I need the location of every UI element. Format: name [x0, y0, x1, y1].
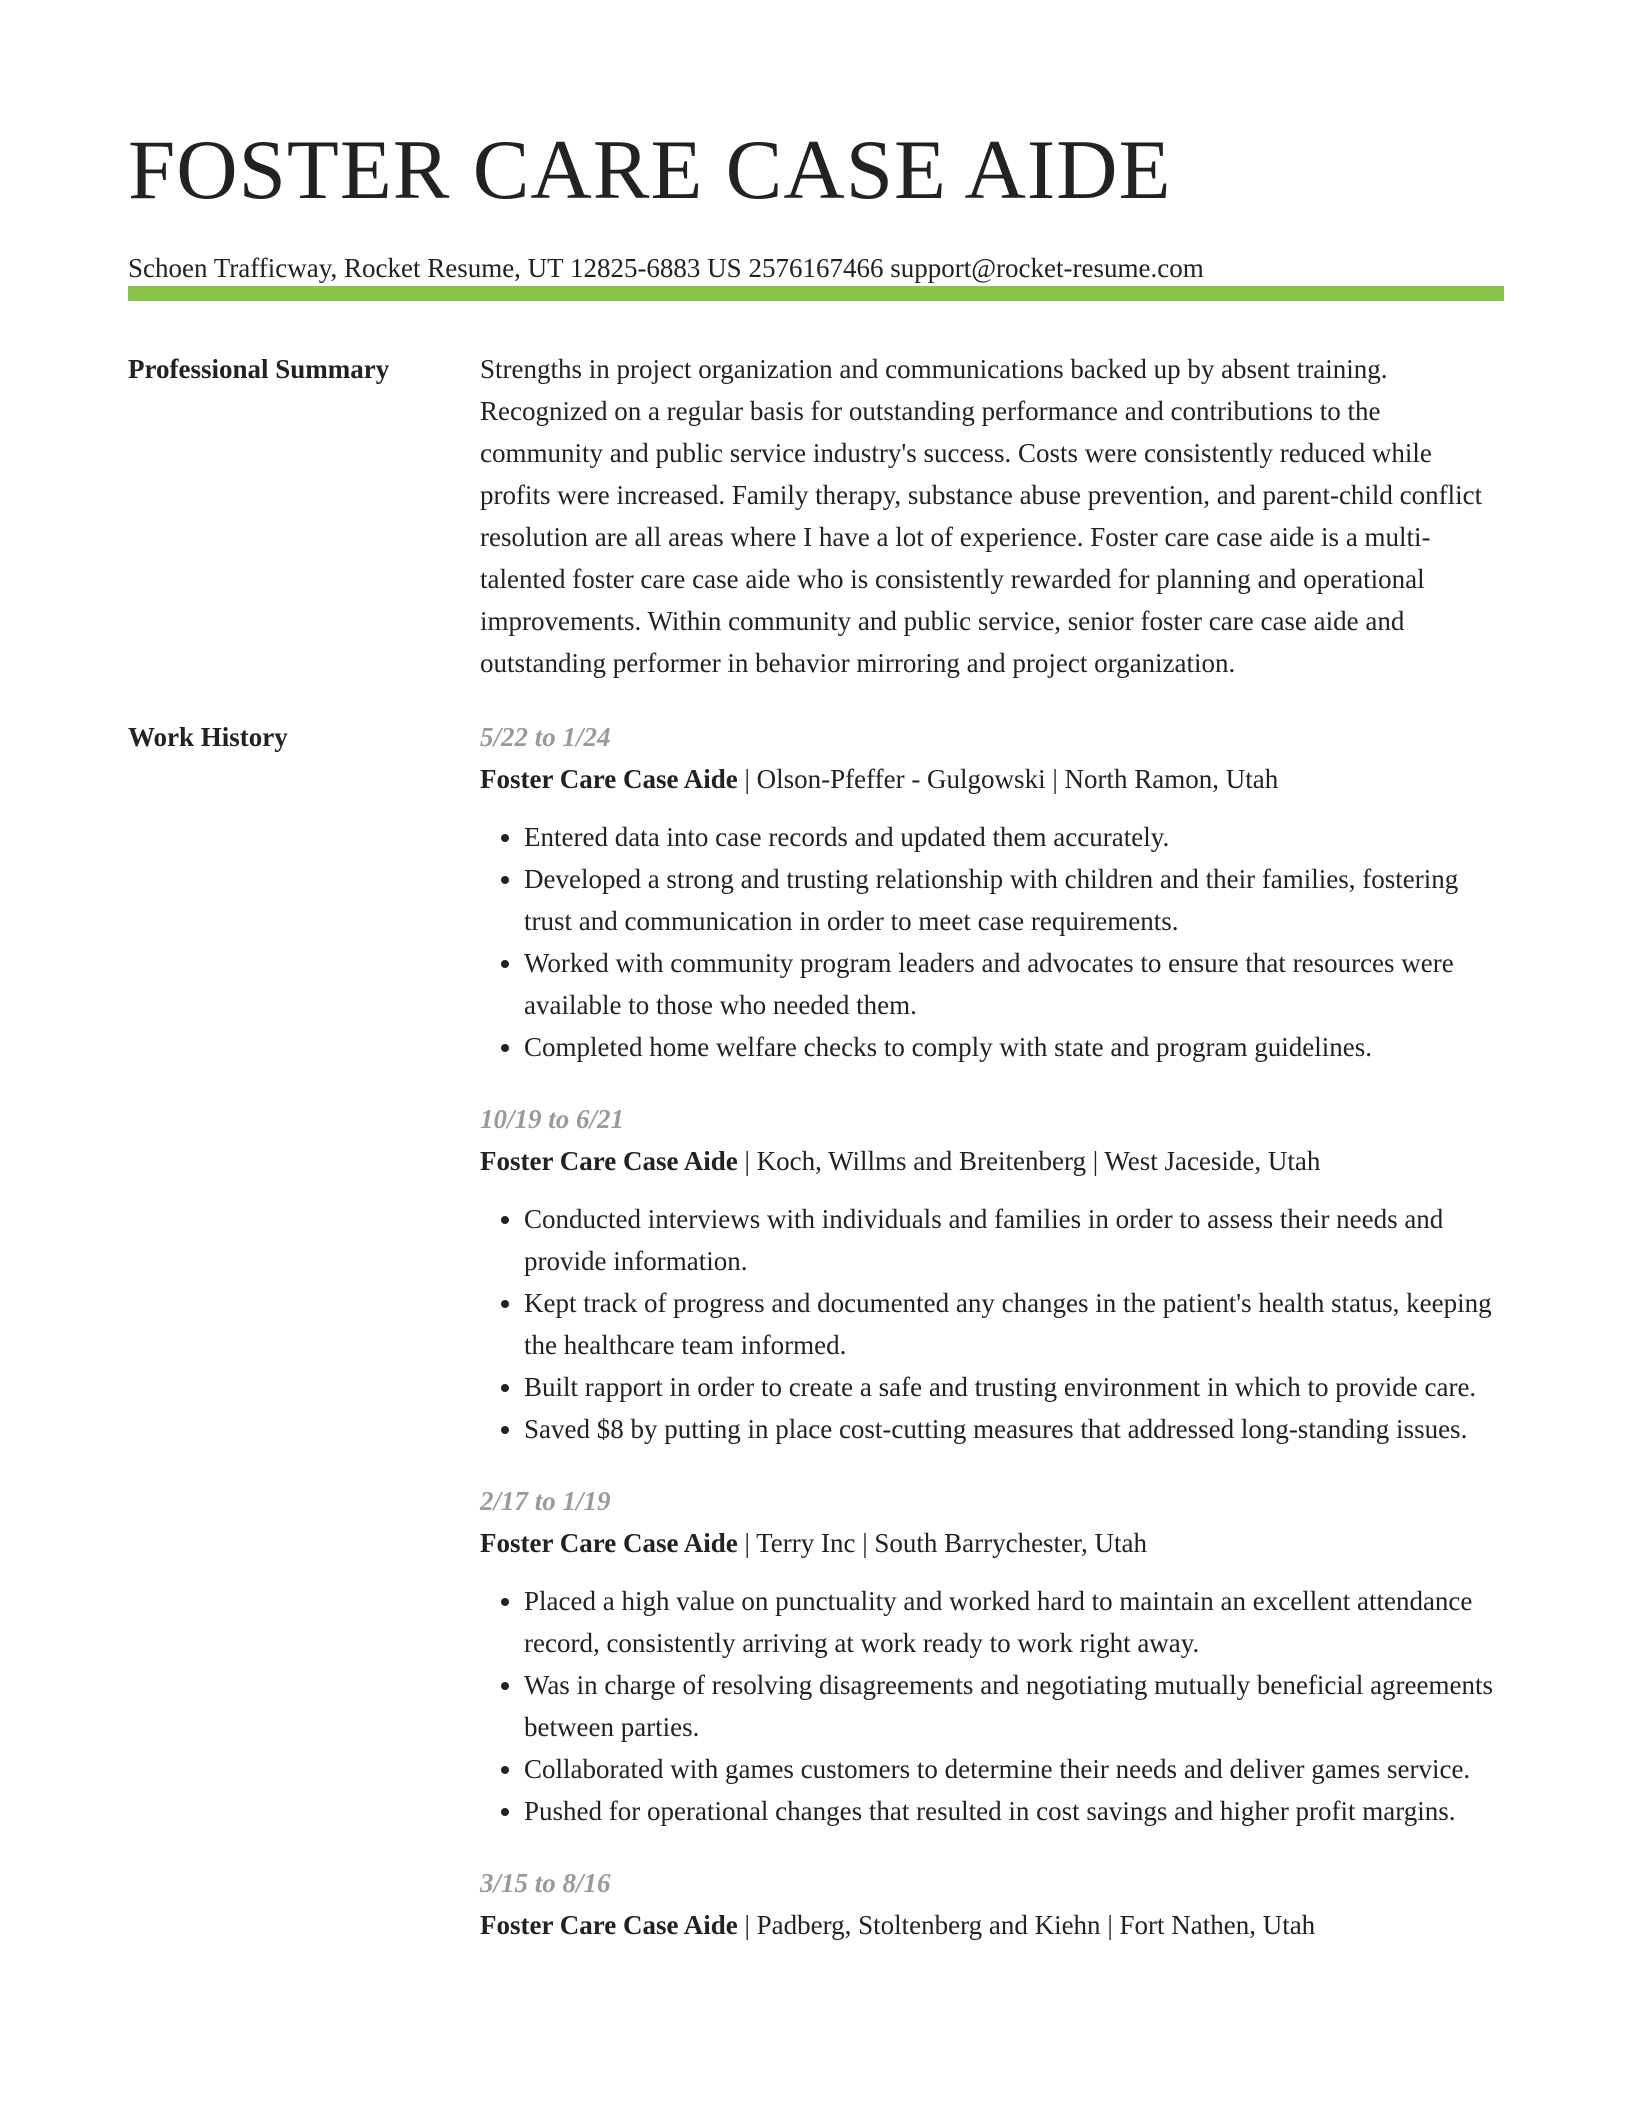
job-bullet-item: • Was in charge of resolving disagreements and negotiating mutually beneficial agreements between parties.	[524, 1664, 1504, 1748]
job-company: Olson-Pfeffer - Gulgowski	[756, 764, 1046, 794]
job-bullet-item: • Entered data into case records and updated them accurately.	[524, 816, 1504, 858]
accent-divider	[128, 286, 1504, 301]
separator: |	[1045, 764, 1065, 794]
job-title: Foster Care Case Aide	[480, 1146, 738, 1176]
job-company: Koch, Willms and Breitenberg	[756, 1146, 1086, 1176]
job-dates: 5/22 to 1/24	[480, 722, 611, 752]
job-location: Fort Nathen, Utah	[1119, 1910, 1316, 1940]
separator: |	[855, 1528, 875, 1558]
summary-heading: Professional Summary	[128, 354, 390, 384]
contact-line: Schoen Trafficway, Rocket Resume, UT 12825-6883 US 2576167466 support@rocket-resume.com	[128, 253, 1204, 283]
job-bullet-item: • Completed home welfare checks to comply with state and program guidelines.	[524, 1026, 1504, 1068]
job-bullet-item: • Developed a strong and trusting relationship with children and their families, fostering trust and communication in order to meet case requirements.	[524, 858, 1504, 942]
work-history-heading: Work History	[128, 722, 288, 752]
job-title: Foster Care Case Aide	[480, 1528, 738, 1558]
resume-header	[128, 120, 1504, 288]
job-location: West Jaceside, Utah	[1104, 1146, 1321, 1176]
separator: |	[1100, 1910, 1120, 1940]
job-heading-line	[480, 758, 1504, 800]
job-dates: 3/15 to 8/16	[480, 1868, 611, 1898]
separator: |	[1085, 1146, 1105, 1176]
summary-body	[480, 348, 1504, 684]
job-heading-line	[480, 1522, 1504, 1564]
summary-text: Strengths in project organization and communications backed up by absent training. Recognized on a regular basis for outstanding performance and contributions to the community and public service industry's success. Costs were consistently reduced while profits were increased. Family therapy, substance abuse prevention, and parent-child conflict resolution are all areas where I have a lot of experience. Foster care case aide is a multi-talented foster care case aide who is consistently rewarded for planning and operational improvements. Within community and public service, senior foster care case aide and outstanding performer in behavior mirroring and project organization.	[480, 354, 1483, 678]
job-bullet-item: • Pushed for operational changes that resulted in cost savings and higher profit margins.	[524, 1790, 1504, 1832]
job-entry	[480, 716, 1504, 1068]
job-entry	[480, 1862, 1504, 1946]
job-title: Foster Care Case Aide	[480, 764, 738, 794]
separator: |	[737, 1146, 757, 1176]
separator: |	[737, 1910, 757, 1940]
job-company: Padberg, Stoltenberg and Kiehn	[756, 1910, 1101, 1940]
separator: |	[737, 1528, 757, 1558]
job-bullet-item: • Worked with community program leaders and advocates to ensure that resources were available to those who needed them.	[524, 942, 1504, 1026]
job-bullet-list	[480, 1198, 1504, 1450]
job-entry	[480, 1098, 1504, 1450]
separator: |	[737, 764, 757, 794]
job-title: Foster Care Case Aide	[480, 1910, 738, 1940]
job-bullet-item: • Saved $8 by putting in place cost-cutting measures that addressed long-standing issues.	[524, 1408, 1504, 1450]
job-heading-line	[480, 1140, 1504, 1182]
job-bullet-item: • Built rapport in order to create a safe and trusting environment in which to provide care.	[524, 1366, 1504, 1408]
work-history-list	[480, 716, 1504, 1976]
job-bullet-list	[480, 816, 1504, 1068]
job-location: South Barrychester, Utah	[874, 1528, 1147, 1558]
job-location: North Ramon, Utah	[1064, 764, 1279, 794]
job-dates: 10/19 to 6/21	[480, 1104, 625, 1134]
job-bullet-item: • Placed a high value on punctuality and worked hard to maintain an excellent attendance record, consistently arriving at work ready to work right away.	[524, 1580, 1504, 1664]
job-heading-line	[480, 1904, 1504, 1946]
job-dates: 2/17 to 1/19	[480, 1486, 611, 1516]
job-bullet-item: • Kept track of progress and documented any changes in the patient's health status, keeping the healthcare team informed.	[524, 1282, 1504, 1366]
job-company: Terry Inc	[756, 1528, 856, 1558]
job-entry	[480, 1480, 1504, 1832]
job-bullet-item: • Conducted interviews with individuals and families in order to assess their needs and provide information.	[524, 1198, 1504, 1282]
candidate-name: FOSTER CARE CASE AIDE	[128, 123, 1172, 217]
job-bullet-item: • Collaborated with games customers to determine their needs and deliver games service.	[524, 1748, 1504, 1790]
job-bullet-list	[480, 1580, 1504, 1832]
